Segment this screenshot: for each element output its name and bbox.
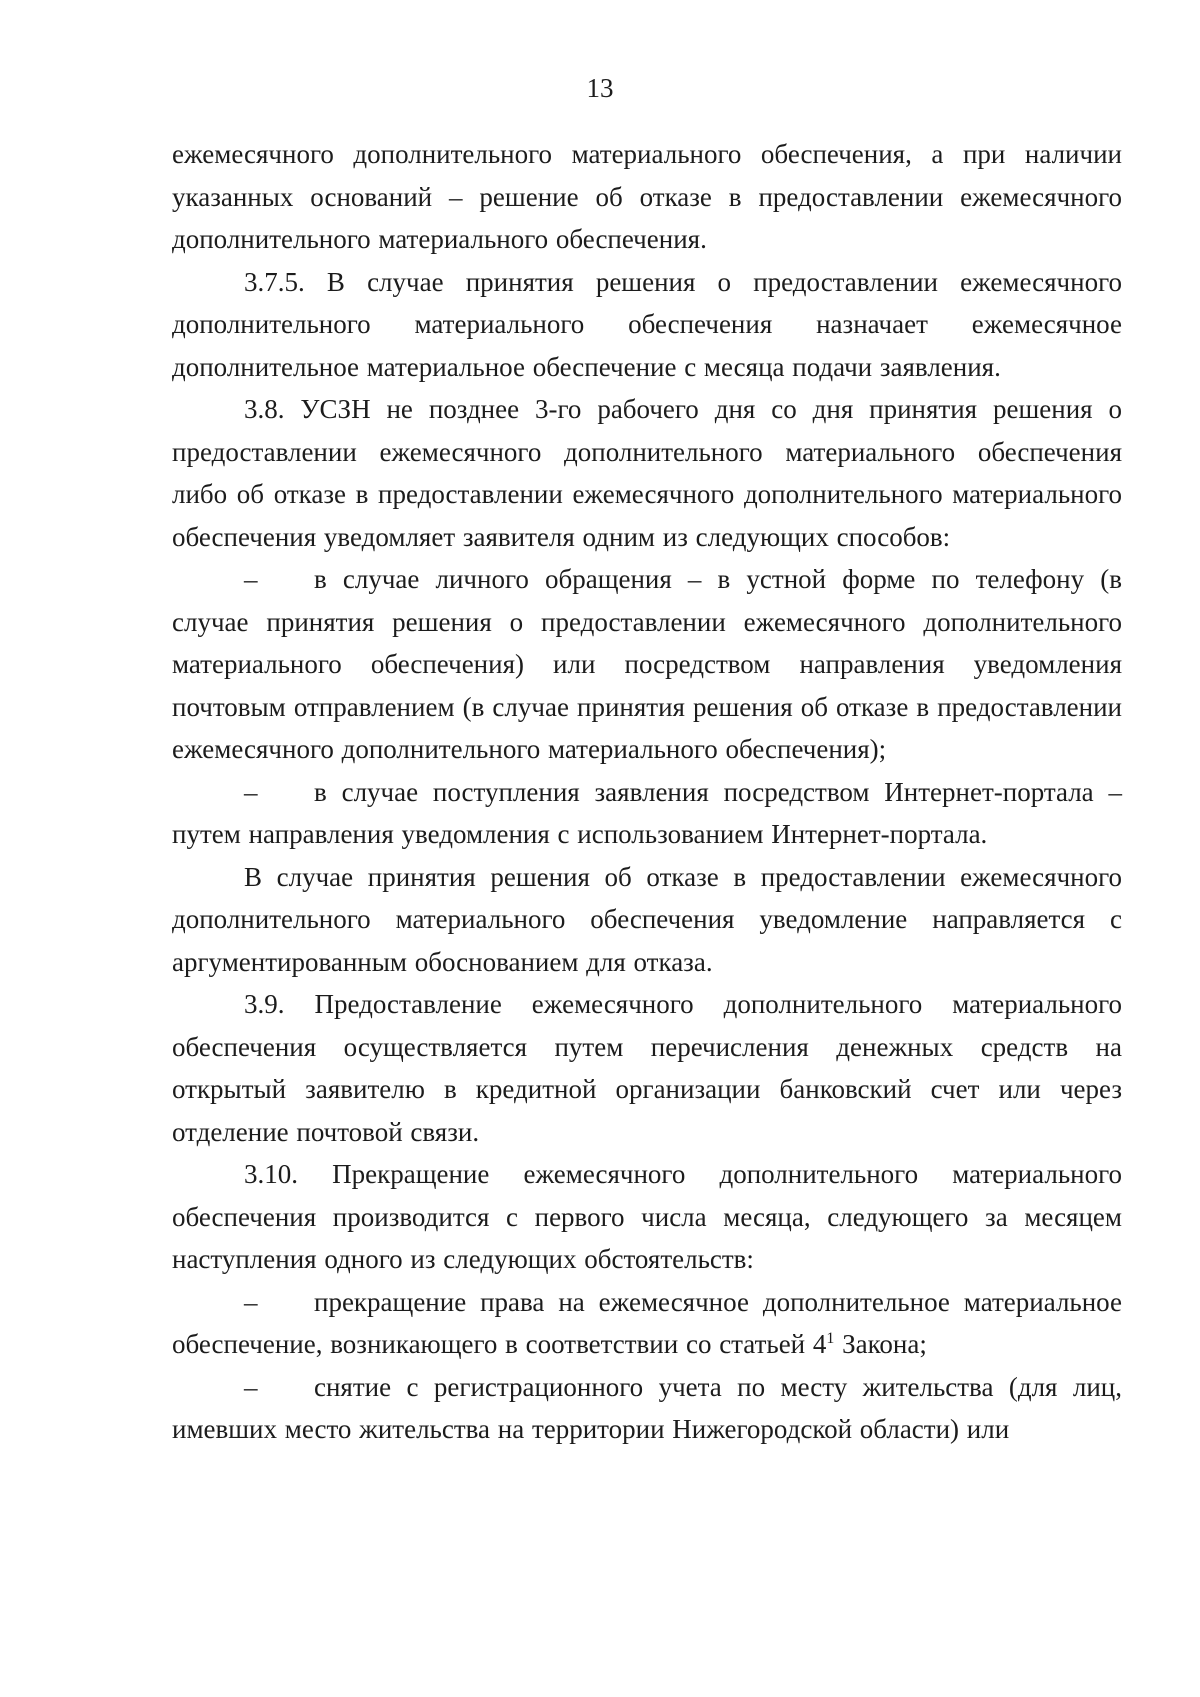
document-body [172, 133, 1122, 1451]
list-item-termination-right [172, 1281, 1122, 1366]
list-item-text: снятие с регистрационного учета по месту жительства (для лиц, имевших место жительства на территории Нижегородской области) или [172, 1371, 1122, 1444]
list-dash: – [244, 1286, 258, 1317]
page-number: 13 [586, 73, 614, 103]
list-dash: – [244, 564, 258, 594]
list-dash: – [244, 1371, 258, 1402]
list-item-internet-portal [172, 771, 1122, 856]
paragraph-continuation: ежемесячного дополнительного материального обеспечения, а при наличии указанных оснований – решение об отказе в предоставлении ежемесячного дополнительного материального обеспечения. [172, 139, 1122, 254]
paragraph-3-10: 3.10. Прекращение ежемесячного дополнительного материального обеспечения производится с первого числа месяца, следующего за месяцем наступления одного из следующих обстоятельств: [172, 1159, 1122, 1274]
list-item-text-end: Закона; [842, 1329, 927, 1359]
list-item-deregistration [172, 1366, 1122, 1451]
paragraph-refusal-notice: В случае принятия решения об отказе в предоставлении ежемесячного дополнительного материального обеспечения уведомление направляется с аргументированным обоснованием для отказа. [172, 861, 1122, 977]
list-item-text: в случае личного обращения – в устной форме по телефону (в случае принятия решения о предоставлении ежемесячного дополнительного материального обеспечения) или посредством направления уведомления почтовым отправлением (в случае принятия решения об отказе в предоставлении ежемесячного дополнительного материального обеспечения); [172, 564, 1122, 764]
list-item-text: в случае поступления заявления посредством Интернет-портала – путем направления уведомления с использованием Интернет-портала. [172, 776, 1122, 849]
list-item-text: прекращение права на ежемесячное дополнительное материальное обеспечение, возникающего в соответствии со статьей 4 [172, 1286, 1122, 1359]
list-dash: – [244, 776, 258, 807]
superscript: 1 [826, 1330, 835, 1347]
paragraph-3-8: 3.8. УСЗН не позднее 3-го рабочего дня со дня принятия решения о предоставлении ежемесячного дополнительного материального обеспечения либо об отказе в предоставлении ежемесячного дополнительного материального обеспечения уведомляет заявителя одним из следующих способов: [172, 394, 1122, 552]
paragraph-3-9: 3.9. Предоставление ежемесячного дополнительного материального обеспечения осуществляется путем перечисления денежных средств на открытый заявителю в кредитной организации банковский счет или через отделение почтовой связи. [172, 989, 1122, 1147]
list-item-personal-appeal [172, 558, 1122, 771]
paragraph-3-7-5: 3.7.5. В случае принятия решения о предоставлении ежемесячного дополнительного материального обеспечения назначает ежемесячное дополнительное материальное обеспечение с месяца подачи заявления. [172, 266, 1122, 382]
